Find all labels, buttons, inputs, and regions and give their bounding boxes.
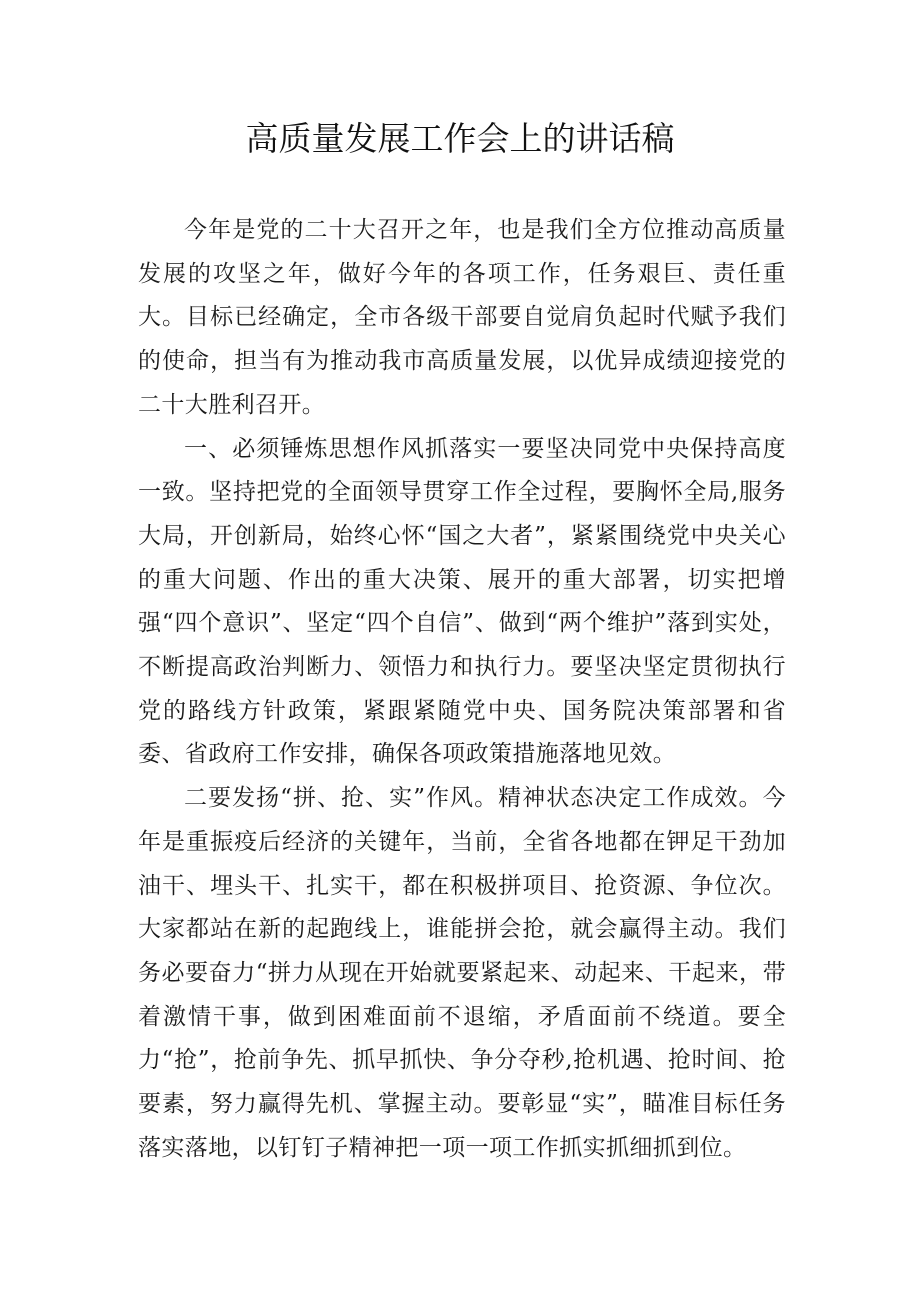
paragraph-intro: 今年是党的二十大召开之年，也是我们全方位推动高质量发展的攻坚之年，做好今年的各项工作，任务艰巨、责任重大。目标已经确定，全市各级干部要自觉肩负起时代赋予我们的使命，担当有为推动我市高质量发展，以优异成绩迎接党的二十大胜利召开。 bbox=[138, 217, 786, 418]
document-body bbox=[138, 209, 786, 1170]
paragraph-section-one: 一、必须锤炼思想作风抓落实一要坚决同党中央保持高度一致。坚持把党的全面领导贯穿工作全过程，要胸怀全局,服务大局，开创新局，始终心怀“国之大者”，紧紧围绕党中央关心的重大问题、作出的重大决策、展开的重大部署，切实把增强“四个意识”、坚定“四个自信”、做到“两个维护”落到实处，不断提高政治判断力、领悟力和执行力。要坚决坚定贯彻执行党的路线方针政策，紧跟紧随党中央、国务院决策部署和省委、省政府工作安排，确保各项政策措施落地见效。 bbox=[138, 435, 786, 768]
document-title: 高质量发展工作会上的讲话稿 bbox=[245, 119, 675, 158]
paragraph-section-two: 二要发扬“拼、抢、实”作风。精神状态决定工作成效。今年是重振疫后经济的关键年，当前，全省各地都在钾足干劲加油干、埋头干、扎实干，都在积极拼项目、抢资源、争位次。大家都站在新的起跑线上，谁能拼会抢，就会赢得主动。我们务必要奋力“拼力从现在开始就要紧起来、动起来、干起来，带着激情干事，做到困难面前不退缩，矛盾面前不绕道。要全力“抢”，抢前争先、抓早抓快、争分夺秒,抢机遇、抢时间、抢要素，努力赢得先机、掌握主动。要彰显“实”，瞄准目标任务落实落地，以钉钉子精神把一项一项工作抓实抓细抓到位。 bbox=[138, 785, 786, 1161]
